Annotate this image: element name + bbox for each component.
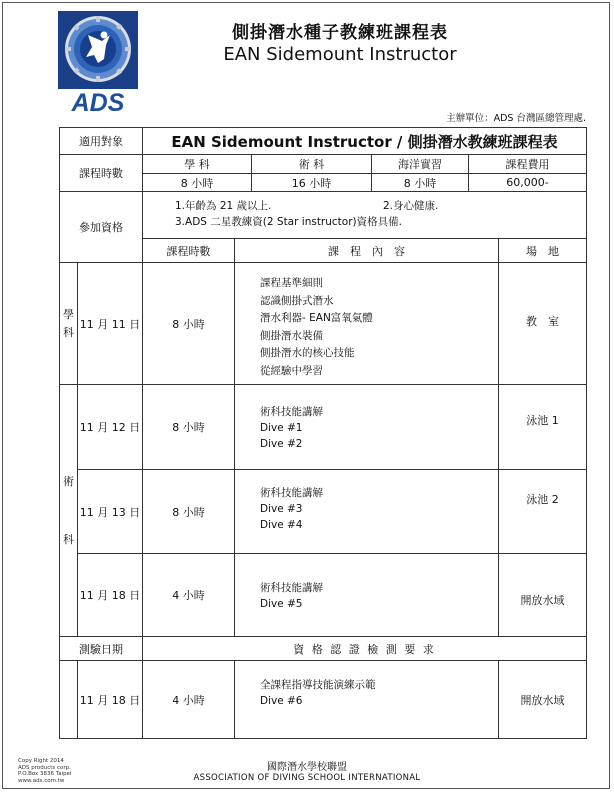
session-1-venue: 教 室 [526,314,559,328]
hours-value-theory: 8 小時 [180,176,214,190]
session-1-hours: 8 小時 [172,317,205,331]
session-1-content [260,275,373,380]
qualification-instructor: 3.ADS 二星教練資(2 Star instructor)資格具備. [175,216,402,228]
qualification-list [175,198,475,230]
copyright-line: www.ads.com.tw [18,777,65,784]
session-2-hours: 8 小時 [172,421,205,434]
hours-header-fee: 課程費用 [505,158,550,171]
qualification-health: 2.身心健康. [383,200,439,212]
practical-label-char-2: 科 [63,532,74,546]
title-english: EAN Sidemount Instructor [223,44,457,65]
logo-lettering: ADS [71,89,125,115]
footer-org-english: ASSOCIATION OF DIVING SCHOOL INTERNATIONAL [193,773,421,783]
hours-label: 課程時數 [79,167,123,180]
session-3-content-line: 術科技能講解 [260,487,323,499]
exam-session-venue: 開放水域 [520,693,565,707]
exam-date-label: 測驗日期 [79,642,123,656]
column-header-venue: 場 地 [526,244,559,258]
qualification-age: 1.年齡為 21 歲以上. [175,200,272,212]
hours-value-fee: 60,000- [506,176,549,189]
session-4-content-line: Dive #5 [260,598,303,610]
session-1-date: 11 月 11 日 [79,317,141,331]
applicable-value: EAN Sidemount Instructor / 側掛潛水教練班課程表 [171,132,558,151]
column-header-hours: 課程時數 [166,244,211,258]
theory-side-label [60,263,77,384]
column-header-content: 課 程 內 容 [328,244,405,258]
session-3-content [260,485,323,533]
copyright-line: Copy Right 2014 [18,758,64,764]
session-2-content-line: Dive #1 [260,422,303,434]
session-3-date: 11 月 13 日 [79,505,141,519]
session-3-venue: 泳池 2 [526,493,559,506]
session-2-content [260,404,323,452]
session-1-content-line: 從經驗中學習 [260,364,323,377]
copyright-block [18,758,72,784]
session-3-hours: 8 小時 [172,505,205,519]
organizer-note: 主辦單位：ADS 台灣區總管理處. [446,113,586,124]
session-3-content-line: Dive #3 [260,503,303,515]
session-4-date: 11 月 18 日 [79,589,141,602]
title-chinese: 側掛潛水種子教練班課程表 [232,23,448,43]
session-4-content [260,580,323,612]
hours-header-theory: 學 科 [184,158,210,171]
session-1-content-line: 課程基準細則 [260,277,323,289]
exam-session-content-line: 全課程指導技能演練示範 [260,679,376,691]
session-1-content-line: 側掛潛水的核心技能 [260,347,355,359]
exam-session-hours: 4 小時 [172,693,205,707]
session-4-hours: 4 小時 [172,589,205,602]
session-2-content-line: Dive #2 [260,438,303,450]
exam-session-content [260,677,376,709]
session-2-venue: 泳池 1 [526,414,559,427]
theory-label-char-2: 科 [63,325,74,339]
session-2-content-line: 術科技能講解 [260,406,323,418]
hours-value-practical: 16 小時 [291,176,332,190]
footer-org-chinese: 國際潛水學校聯盟 [267,762,347,773]
exam-session-date: 11 月 18 日 [79,693,141,707]
session-3-content-line: Dive #4 [260,519,303,531]
hours-header-practical: 術 科 [298,158,325,171]
exam-session-content-line: Dive #6 [260,695,303,707]
session-4-content-line: 術科技能講解 [260,582,323,594]
practical-label-char-1: 術 [63,474,74,488]
session-1-content-line: 側掛潛水裝備 [260,329,323,342]
qualification-label: 參加資格 [79,221,123,234]
theory-label-char-1: 學 [63,307,74,321]
session-2-date: 11 月 12 日 [79,421,141,434]
session-4-venue: 開放水域 [520,594,565,607]
session-1-content-line: 潛水利器- EAN富氧氣體 [260,312,373,324]
exam-requirements-header: 資 格 認 證 檢 測 要 求 [293,642,436,656]
session-1-content-line: 認識側掛式潛水 [260,294,334,307]
copyright-line: ADS products corp. [18,764,71,771]
applicable-label: 適用對象 [79,135,123,148]
practical-side-label [60,385,77,636]
hours-header-ocean: 海洋實習 [398,158,442,171]
copyright-line: P.O.Box 3836 Taipei [18,771,72,777]
hours-value-ocean: 8 小時 [403,176,437,190]
